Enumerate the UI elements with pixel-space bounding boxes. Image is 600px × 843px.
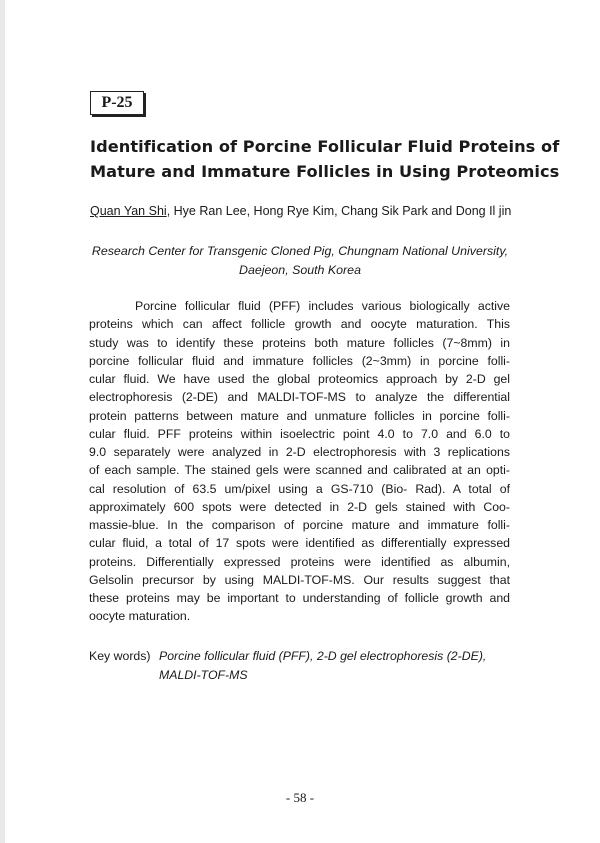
abstract-line: massie-blue. In the comparison of porcine mature and immature folli-	[89, 518, 510, 532]
abstract-line: study was to identify these proteins both mature follicles (7~8mm) in	[89, 335, 510, 350]
abstract-line: porcine follicular fluid and immature follicles (2~3mm) in porcine folli-	[89, 353, 510, 368]
abstract-line: proteins which can affect follicle growth and oocyte maturation. This	[89, 317, 510, 332]
abstract-line: electrophoresis (2-DE) and MALDI-TOF-MS to analyze the differential	[89, 390, 510, 405]
abstract-line: Gelsolin precursor by using MALDI-TOF-MS. Our results suggest that	[89, 572, 510, 587]
abstract-line: of each sample. The stained gels were scanned and calibrated at an opti-	[89, 463, 510, 478]
abstract-line: these proteins may be important to understanding of follicle growth and	[89, 591, 510, 605]
title-line: Mature and Immature Follicles in Using Proteomics	[90, 162, 560, 181]
paper-code: P-25	[101, 94, 133, 111]
affiliation-line: Research Center for Transgenic Cloned Pig, Chungnam National University,	[91, 244, 509, 258]
title-line: Identification of Porcine Follicular Fluid Proteins of	[90, 137, 560, 156]
keywords-section	[89, 647, 519, 684]
page-number: - 58 -	[285, 790, 315, 805]
affiliation-line: Daejeon, South Korea	[239, 262, 361, 277]
abstract-line: cular fluid, a total of 17 spots were identified as differentially expressed	[89, 536, 510, 551]
paper-title	[90, 134, 560, 184]
author-list	[90, 203, 530, 219]
abstract-line: cular fluid. PFF proteins within isoelectric point 4.0 to 7.0 and 6.0 to	[89, 426, 510, 441]
abstract-line: 9.0 separately were analyzed in 2-D electrophoresis with 3 replications	[89, 445, 510, 459]
affiliation	[90, 242, 510, 279]
abstract-line: approximately 600 spots were detected in 2-D gels stained with Coo-	[89, 499, 510, 514]
abstract-line: Porcine follicular fluid (PFF) includes various biologically active	[135, 299, 510, 313]
lead-author: Quan Yan Shi	[90, 204, 167, 218]
abstract-line: cular fluid. We have used the global proteomics approach by 2-D gel	[89, 372, 510, 386]
paper-code-box	[90, 91, 144, 115]
page-edge	[0, 0, 5, 843]
abstract	[89, 297, 510, 626]
abstract-line: cal resolution of 63.5 um/pixel using a GS-710 (Bio- Rad). A total of	[89, 481, 510, 496]
co-authors: , Hye Ran Lee, Hong Rye Kim, Chang Sik Park and Dong Il jin	[166, 204, 512, 218]
abstract-line: proteins. Differentially expressed proteins were identified as albumin,	[89, 554, 510, 569]
keywords-line: Porcine follicular fluid (PFF), 2-D gel electrophoresis (2-DE),	[159, 649, 487, 663]
abstract-line: protein patterns between mature and unmature follicles in porcine folli-	[89, 408, 510, 423]
keywords-label: Key words)	[89, 649, 151, 663]
keywords-line: MALDI-TOF-MS	[159, 667, 248, 682]
abstract-line: oocyte maturation.	[89, 609, 191, 624]
